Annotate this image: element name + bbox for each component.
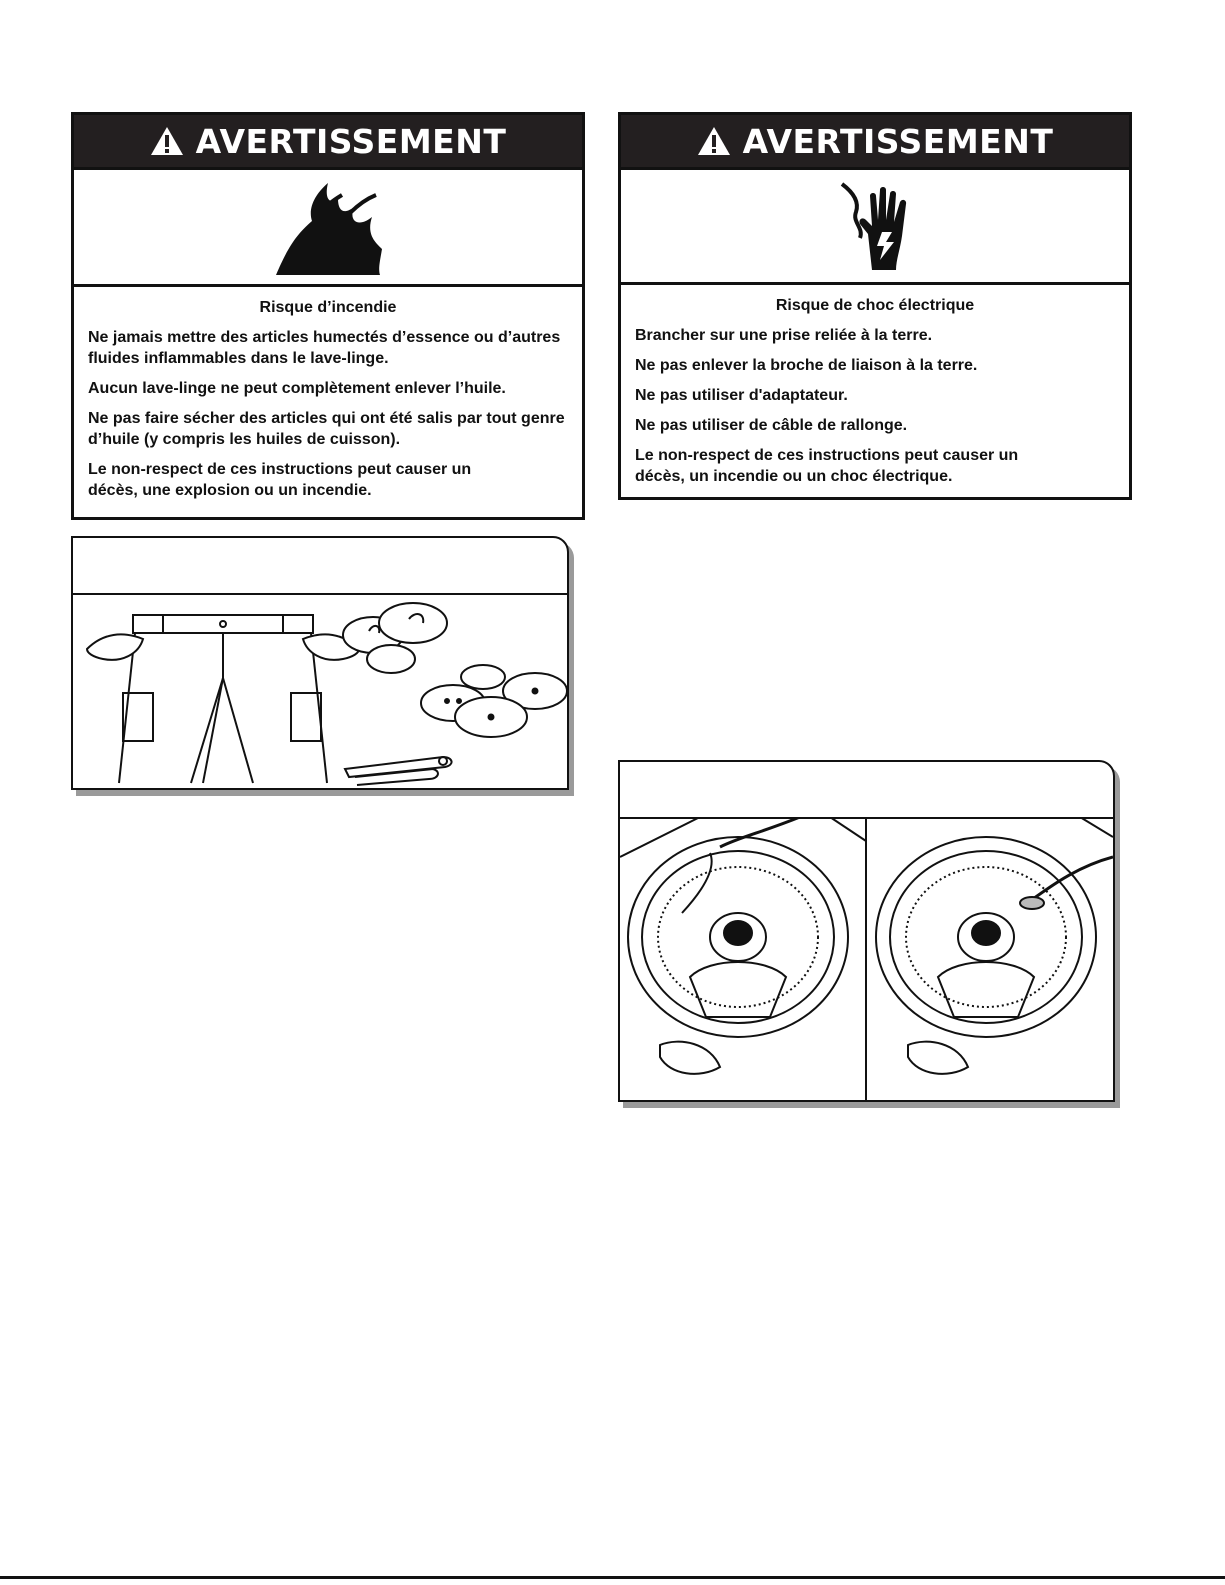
warning-title: AVERTISSEMENT	[742, 121, 1054, 161]
washer-drum-panel	[618, 760, 1115, 1102]
warning-body	[74, 287, 582, 501]
warning-title: AVERTISSEMENT	[195, 121, 507, 161]
warning-header	[621, 115, 1129, 170]
empty-pockets-panel	[71, 536, 569, 790]
shock-icon-row	[621, 170, 1129, 285]
warning-line: Le non-respect de ces instructions peut causer un décès, un incendie ou un choc électrique.	[635, 447, 1019, 485]
fire-icon	[268, 177, 388, 277]
washer-drum-remove-item-icon	[620, 817, 866, 1074]
warning-line: Aucun lave-linge ne peut complètement enlever l’huile.	[88, 380, 506, 397]
page-bottom-rule	[0, 1576, 1225, 1579]
warning-header	[74, 115, 582, 170]
warning-subtitle: Risque de choc électrique	[775, 297, 975, 314]
washer-drum-pick-item-icon	[876, 817, 1113, 1074]
empty-pockets-illustration	[73, 593, 567, 788]
safety-pins-icon	[345, 757, 452, 785]
buttons-icon	[421, 665, 567, 737]
shock-warning-box	[618, 112, 1132, 500]
warning-triangle-icon	[150, 126, 184, 156]
panel-header	[73, 538, 567, 595]
warning-line: Ne pas utiliser de câble de rallonge.	[635, 417, 908, 434]
warning-line: Brancher sur une prise reliée à la terre.	[635, 327, 933, 344]
warning-line: Ne pas faire sécher des articles qui ont été salis par tout genre d’huile (y compris les huiles de cuisson).	[88, 410, 565, 448]
fire-warning-box	[71, 112, 585, 520]
warning-line: Le non-respect de ces instructions peut causer un décès, une explosion ou un incendie.	[88, 461, 472, 499]
warning-line: Ne jamais mettre des articles humectés d’essence ou d’autres fluides inflammables dans le lave-linge.	[88, 329, 561, 367]
fire-icon-row	[74, 170, 582, 287]
warning-subtitle: Risque d’incendie	[259, 299, 397, 316]
coins-icon	[343, 603, 447, 673]
warning-line: Ne pas enlever la broche de liaison à la terre.	[635, 357, 978, 374]
washer-drum-illustration	[620, 817, 1113, 1100]
warning-line: Ne pas utiliser d'adaptateur.	[635, 387, 848, 404]
empty-pockets-pants-icon	[87, 615, 359, 783]
warning-body	[621, 285, 1129, 487]
warning-triangle-icon	[697, 126, 731, 156]
electric-shock-hand-icon	[830, 176, 920, 276]
panel-header	[620, 762, 1113, 819]
